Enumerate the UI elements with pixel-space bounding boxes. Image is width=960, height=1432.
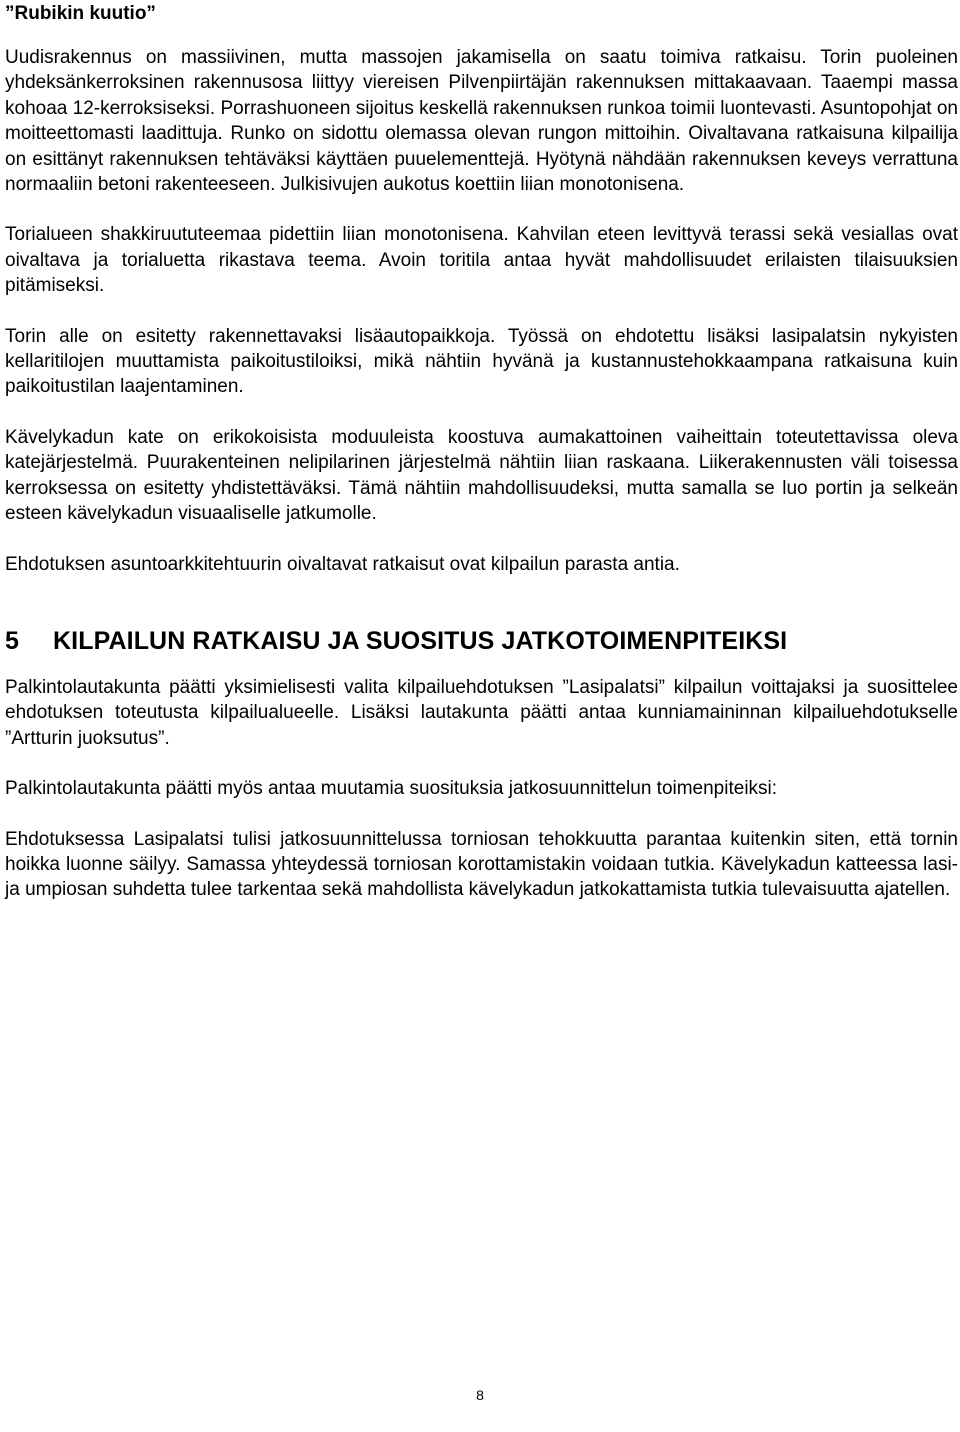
paragraph-building-description: Uudisrakennus on massiivinen, mutta massojen jakamisella on saatu toimiva ratkaisu. Torin puoleinen yhdeksänkerroksinen rakennusosa liittyy viereisen Pilvenpiirtäjän rakennuksen mittakaavaan. Taaempi massa kohoaa 12-kerroksiseksi. Porrashuoneen sijoitus keskellä rakennuksen runkoa toimii luontevasti. Asuntopohjat on moitteettomasti laadittuja. Runko on sidottu olemassa olevan rungon mittoihin. Oivaltavana ratkaisuna kilpailija on esittänyt rakennuksen tehtäväksi käyttäen puuelementtejä. Hyötynä nähdään rakennuksen keveys verrattuna normaaliin betoni rakenteeseen. Julkisivujen aukotus koettiin liian monotonisena. — [5, 47, 958, 196]
paragraph-parking: Torin alle on esitetty rakennettavaksi lisäautopaikkoja. Työssä on ehdotettu lisäksi lasipalatsin nykyisten kellaritilojen muuttamista paikoitustiloiksi, mikä nähtiin hyvänä ja kustannustehokkaampana ratkaisuna kuin paikoitustilan laajentaminen. — [5, 325, 958, 398]
section-number: 5 — [5, 626, 20, 655]
document-page — [5, 0, 958, 903]
paragraph-recommendations-intro: Palkintolautakunta päätti myös antaa muutamia suosituksia jatkosuunnittelun toimenpiteiksi: — [5, 778, 778, 800]
proposal-subheading: ”Rubikin kuutio” — [5, 3, 156, 24]
section-heading — [5, 625, 958, 657]
paragraph-square-area: Torialueen shakkiruututeemaa pidettiin liian monotonisena. Kahvilan eteen levittyvä terassi sekä vesiallas ovat oivaltava ja torialuetta rikastava teema. Avoin toritila antaa hyvät mahdollisuudet erilaisten tilaisuuksien pitämiseksi. — [5, 224, 958, 297]
page-number: 8 — [476, 1387, 484, 1403]
section-title: KILPAILUN RATKAISU JA SUOSITUS JATKOTOIMENPITEIKSI — [53, 626, 788, 655]
paragraph-recommendations: Ehdotuksessa Lasipalatsi tulisi jatkosuunnittelussa torniosan tehokkuutta parantaa kuitenkin siten, että tornin hoikka luonne säilyy. Samassa yhteydessä torniosan korottamistakin voidaan tutkia. Kävelykadun katteessa lasi- ja umpiosan suhdetta tulee tarkentaa sekä mahdollista kävelykadun jatkokattamista tutkia tulevaisuutta ajatellen. — [5, 828, 958, 901]
paragraph-summary: Ehdotuksen asuntoarkkitehtuurin oivaltavat ratkaisut ovat kilpailun parasta antia. — [5, 553, 680, 575]
paragraph-street-roof: Kävelykadun kate on erikokoisista moduuleista koostuva aumakattoinen vaiheittain toteutettavissa oleva katejärjestelmä. Puurakenteinen nelipilarinen järjestelmä nähtiin liian raskaana. Liikerakennusten väli toisessa kerroksessa on esitetty yhdistettäväksi. Tämä nähtiin mahdollisuudeksi, mutta samalla se luo portin ja selkeän esteen kävelykadun visuaaliselle jatkumolle. — [5, 426, 958, 525]
paragraph-jury-decision: Palkintolautakunta päätti yksimielisesti valita kilpailuehdotuksen ”Lasipalatsi” kilpailun voittajaksi ja suosittelee ehdotuksen toteutusta kilpailualueelle. Lisäksi lautakunta päätti antaa kunniamaininnan kilpailuehdotukselle ”Artturin juoksutus”. — [5, 676, 958, 749]
